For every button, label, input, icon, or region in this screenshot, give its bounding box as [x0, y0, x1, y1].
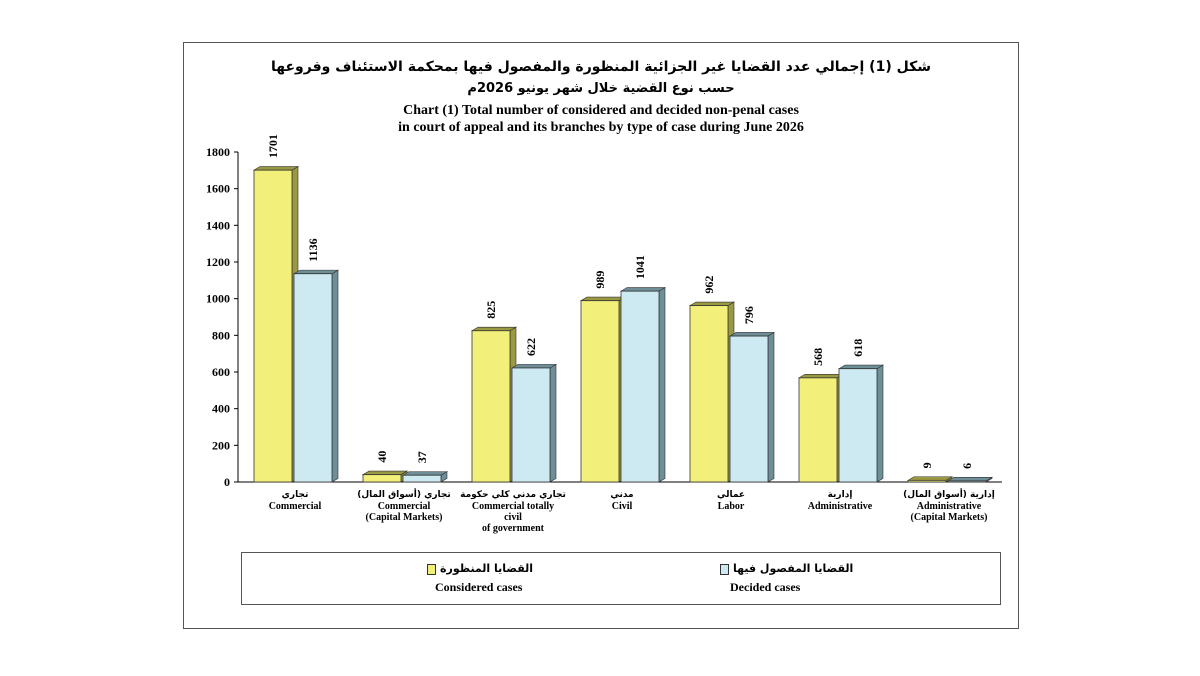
data-label-decided: 1041: [633, 255, 647, 280]
category-label-english: Commercial (Capital Markets): [365, 501, 443, 523]
bar-top-decided: [730, 332, 774, 336]
data-label-considered: 825: [484, 300, 498, 319]
category-label-english: Labor: [717, 501, 745, 512]
bar-considered: [799, 378, 837, 482]
y-tick-label: 1000: [206, 291, 230, 306]
bar-decided: [294, 274, 332, 482]
bar-top-considered: [254, 167, 298, 171]
bar-decided: [621, 291, 659, 482]
legend: [241, 552, 1001, 605]
category-label-english: Commercial totally civil of government: [471, 501, 555, 534]
legend-considered-arabic-label: القضايا المنظورة: [440, 562, 534, 575]
category-label: [457, 490, 569, 534]
bar-considered: [908, 480, 946, 482]
category-label-arabic: إدارية (أسواق المال): [903, 490, 995, 500]
bar-top-considered: [908, 477, 952, 481]
category-label-arabic: إدارية: [827, 490, 853, 500]
category-label-english: Civil: [611, 501, 633, 512]
chart-title-english-line2: in court of appeal and its branches by type of case during June 2026: [398, 120, 804, 135]
bar-decided: [512, 368, 550, 482]
bar-top-considered: [363, 471, 407, 475]
bar-chart: [184, 43, 1020, 543]
data-label-decided: 796: [742, 306, 756, 325]
bar-side-decided: [332, 270, 338, 482]
category-label-arabic: مدني: [610, 490, 634, 500]
category-label: [893, 490, 1005, 523]
category-label: [675, 490, 787, 512]
bar-decided: [730, 336, 768, 482]
bar-decided: [948, 481, 986, 482]
y-tick-label: 1400: [206, 218, 230, 233]
bar-considered: [254, 170, 292, 482]
category-label: [348, 490, 460, 523]
y-tick-label: 200: [212, 438, 230, 453]
bar-top-decided: [294, 270, 338, 274]
bar-side-decided: [877, 365, 883, 482]
chart-frame: [183, 42, 1019, 629]
category-label-english: Commercial: [268, 501, 322, 512]
data-label-considered: 9: [920, 462, 934, 469]
category-label: [566, 490, 678, 512]
legend-decided-swatch: [720, 564, 729, 575]
data-label-decided: 37: [415, 451, 429, 464]
chart-title-english-line1: Chart (1) Total number of considered and decided non-penal cases: [403, 103, 799, 118]
bar-top-considered: [472, 327, 516, 331]
data-label-considered: 40: [375, 450, 389, 463]
bar-top-decided: [839, 365, 883, 369]
y-tick-label: 1200: [206, 255, 230, 269]
y-tick-label: 0: [224, 475, 230, 489]
data-label-considered: 1701: [266, 134, 280, 159]
legend-considered-swatch: [427, 564, 436, 575]
legend-decided-arabic: [720, 561, 853, 576]
category-label: [239, 490, 351, 512]
bar-top-decided: [512, 364, 556, 368]
category-label: [784, 490, 896, 512]
data-label-decided: 6: [960, 462, 974, 469]
bar-top-considered: [581, 297, 625, 301]
y-tick-label: 400: [212, 401, 230, 416]
bar-top-decided: [403, 472, 447, 476]
bar-considered: [581, 301, 619, 482]
category-label-arabic: تجاري مدني كلي حكومة: [460, 490, 566, 500]
legend-decided-english: Decided cases: [730, 580, 801, 594]
data-label-decided: 618: [851, 338, 865, 357]
y-tick-label: 1800: [206, 145, 230, 159]
y-tick-label: 1600: [206, 181, 230, 196]
legend-decided-arabic-label: القضايا المفصول فيها: [733, 562, 854, 575]
y-tick-label: 600: [212, 365, 230, 379]
legend-considered-english: Considered cases: [435, 580, 523, 594]
bar-side-decided: [659, 288, 665, 482]
bar-side-decided: [550, 364, 556, 482]
category-label-arabic: تجاري (أسواق المال): [357, 490, 451, 500]
data-label-considered: 989: [593, 270, 607, 289]
bar-considered: [690, 306, 728, 482]
category-label-english: Administrative: [807, 501, 873, 512]
bar-top-decided: [948, 477, 992, 481]
chart-title-arabic-line1: شكل (1) إجمالي عدد القضايا غير الجزائية المنظورة والمفصول فيها بمحكمة الاستئناف وفروعها: [270, 59, 931, 75]
bar-considered: [472, 331, 510, 482]
bar-top-considered: [799, 374, 843, 378]
bar-side-decided: [768, 332, 774, 482]
data-label-decided: 622: [524, 337, 538, 356]
bar-decided: [403, 475, 441, 482]
data-label-considered: 568: [811, 347, 825, 366]
category-label-arabic: عمالي: [716, 490, 746, 500]
bar-top-considered: [690, 302, 734, 306]
bar-top-decided: [621, 288, 665, 292]
y-tick-label: 800: [212, 328, 230, 343]
bar-considered: [363, 475, 401, 482]
category-label-arabic: تجاري: [281, 490, 309, 500]
data-label-considered: 962: [702, 275, 716, 294]
chart-title-arabic-line2: حسب نوع القضية خلال شهر يونيو 2026م: [467, 81, 735, 96]
category-label-english: Administrative (Capital Markets): [910, 501, 988, 523]
bar-decided: [839, 369, 877, 482]
data-label-decided: 1136: [306, 238, 320, 262]
legend-considered-arabic: [427, 561, 533, 576]
